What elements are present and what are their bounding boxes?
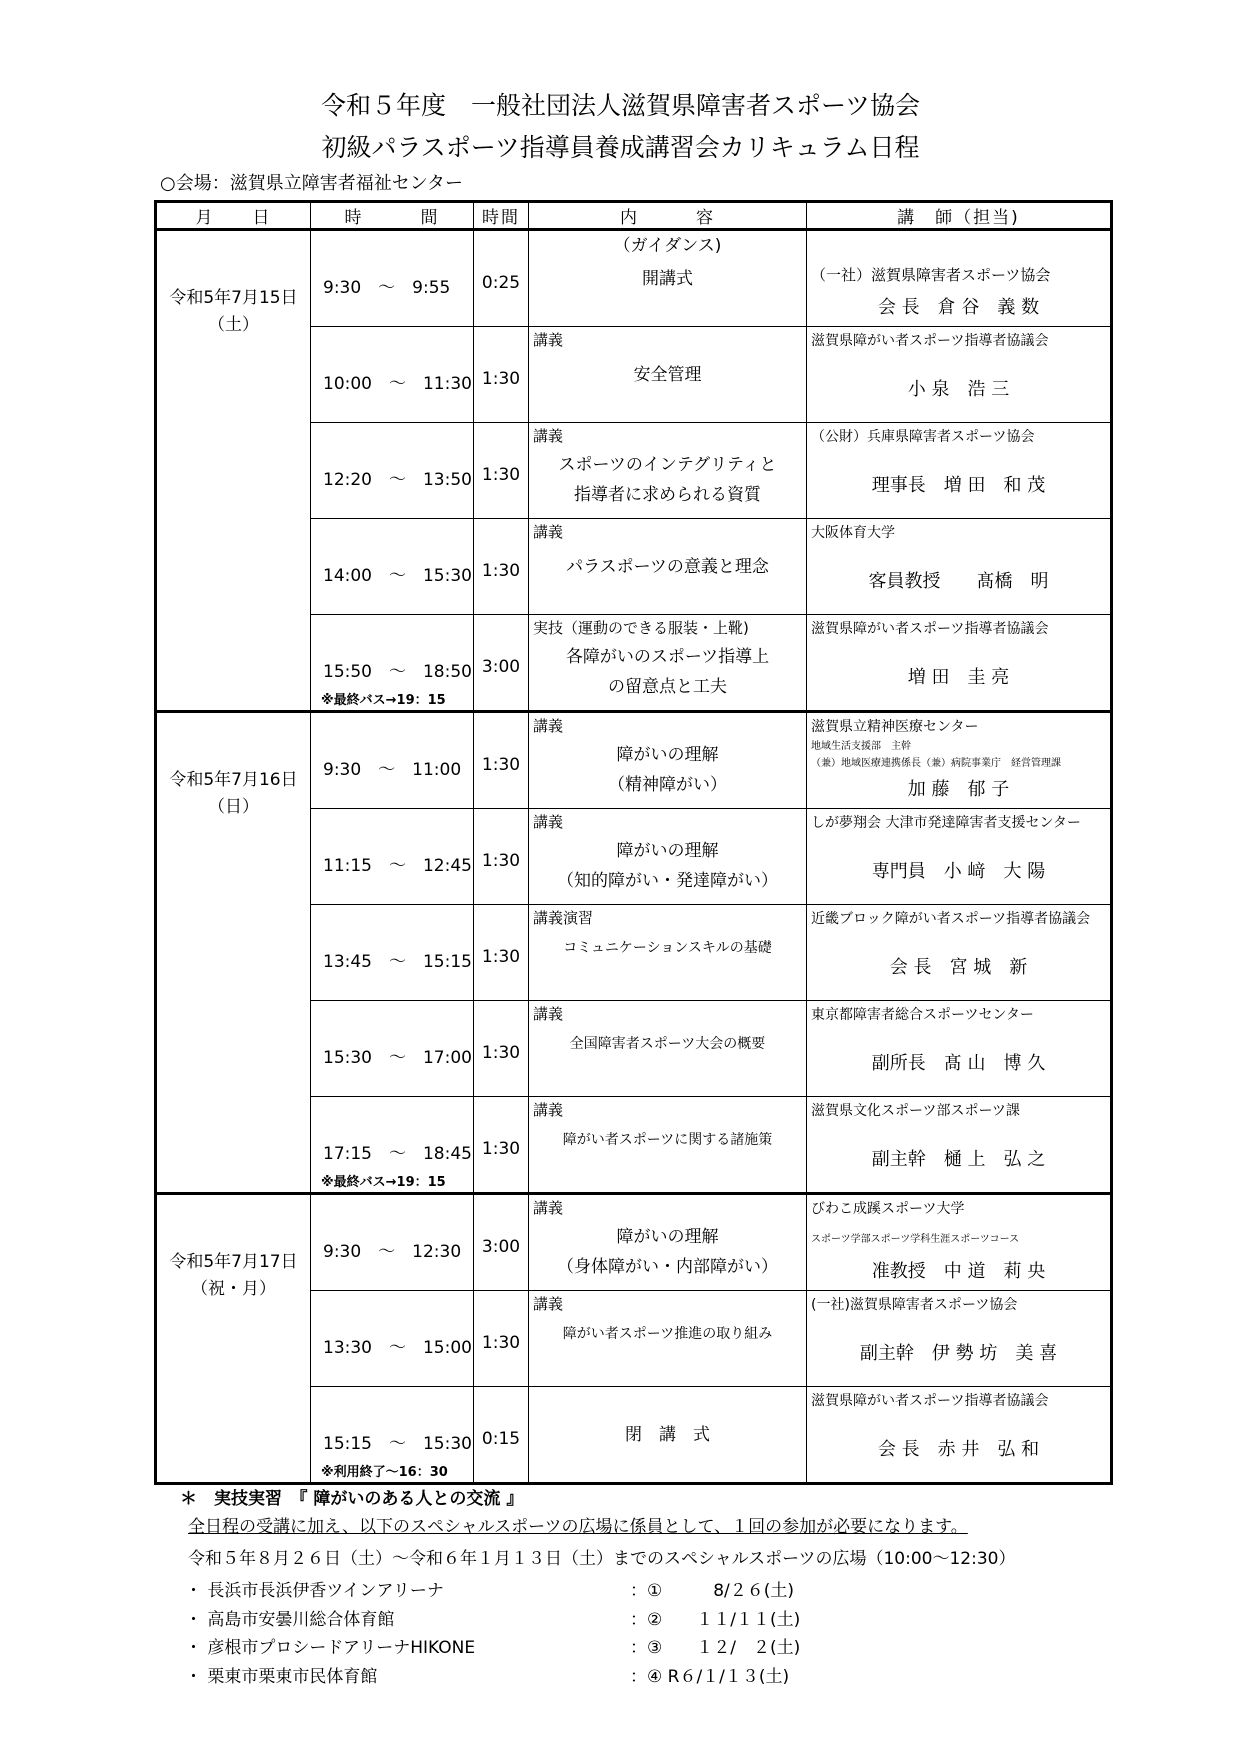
- duration-cell: [474, 1097, 529, 1194]
- content-cell: [529, 712, 807, 809]
- time-range: 13:45 ～ 15:15: [323, 952, 472, 972]
- duration-value: 1:30: [481, 1043, 521, 1063]
- session-type: 講義: [533, 1295, 564, 1313]
- venue-item: ・ 彦根市プロシードアリーナHIKONE: [185, 1638, 476, 1658]
- lecturer-cell: [807, 230, 1112, 327]
- time-note: ※利用終了～16：30: [321, 1465, 448, 1480]
- content-cell: [529, 519, 807, 615]
- time-cell: [311, 905, 474, 1001]
- session-title-line2: （知的障がい・発達障がい）: [557, 871, 778, 891]
- lecturer-name: 会 長 宮 城 新: [889, 957, 1028, 978]
- session-title: 閉 講 式: [625, 1425, 710, 1445]
- time-cell: [311, 519, 474, 615]
- time-range: 15:30 ～ 17:00: [323, 1048, 472, 1068]
- duration-cell: [474, 905, 529, 1001]
- lecturer-org: （一社）滋賀県障害者スポーツ協会: [811, 266, 1051, 284]
- duration-value: 1:30: [481, 1333, 521, 1353]
- duration-cell: [474, 1194, 529, 1291]
- header-time: 時 間: [311, 202, 474, 230]
- table-row: [156, 230, 1112, 327]
- date-cell: [156, 230, 311, 712]
- lecturer-org: （公財）兵庫県障害者スポーツ協会: [811, 429, 1035, 445]
- session-title-line2: の留意点と工夫: [608, 677, 727, 697]
- weekday-text: （日）: [208, 797, 259, 817]
- session-title: 全国障害者スポーツ大会の概要: [569, 1036, 766, 1052]
- duration-value: 3:00: [481, 657, 521, 677]
- session-title: 障がい者スポーツ推進の取り組み: [562, 1326, 773, 1342]
- session-type: 講義: [533, 523, 564, 541]
- lecturer-name: 増 田 圭 亮: [907, 667, 1010, 688]
- content-cell: [529, 1291, 807, 1387]
- lecturer-name: 理事長 増 田 和 茂: [871, 475, 1046, 496]
- lecturer-org: 東京都障害者総合スポーツセンター: [811, 1007, 1034, 1023]
- venue-item: ・ 栗東市栗東市民体育館: [185, 1667, 378, 1687]
- session-type: 講義: [533, 1199, 564, 1217]
- venue-label: ○会場：滋賀県立障害者福祉センター: [160, 173, 463, 194]
- duration-value: 1:30: [481, 1139, 521, 1159]
- lecturer-cell: [807, 1291, 1112, 1387]
- session-type: 講義: [533, 813, 564, 831]
- session-type: 講義: [533, 331, 564, 349]
- lecturer-cell: [807, 327, 1112, 423]
- duration-value: 1:30: [481, 465, 521, 485]
- session-title-top: （ガイダンス): [613, 236, 722, 256]
- time-cell: [311, 1291, 474, 1387]
- time-range: 17:15 ～ 18:45: [323, 1144, 472, 1164]
- lecturer-org: 滋賀県障がい者スポーツ指導者協議会: [811, 1393, 1049, 1409]
- lecturer-cell: [807, 615, 1112, 712]
- date-text: 令和5年7月17日: [169, 1252, 298, 1272]
- lecturer-name: 加 藤 郁 子: [907, 779, 1010, 800]
- session-title: コミュニケーションスキルの基礎: [563, 940, 772, 956]
- lecturer-name: 副主幹 樋 上 弘 之: [871, 1149, 1046, 1170]
- duration-value: 0:25: [481, 273, 521, 293]
- session-type: 講義: [533, 1101, 564, 1119]
- header-lecturer: 講 師（担当): [807, 202, 1112, 230]
- content-cell: [529, 1387, 807, 1484]
- lecturer-org: 滋賀県障がい者スポーツ指導者協議会: [811, 621, 1049, 637]
- lecturer-name: 会 長 倉 谷 義 数: [877, 297, 1040, 318]
- time-cell: [311, 230, 474, 327]
- lecturer-name: 副主幹 伊 勢 坊 美 喜: [859, 1343, 1058, 1364]
- header-date: 月 日: [156, 202, 311, 230]
- duration-value: 3:00: [481, 1237, 521, 1257]
- session-title: スポーツのインテグリティと: [558, 455, 777, 475]
- duration-cell: [474, 1291, 529, 1387]
- duration-value: 1:30: [481, 851, 521, 871]
- time-cell: [311, 1387, 474, 1484]
- lecturer-org: 大阪体育大学: [811, 525, 895, 541]
- lecturer-cell: [807, 423, 1112, 519]
- session-title: 障がいの理解: [616, 745, 719, 765]
- session-type: 実技（運動のできる服装・上靴): [533, 619, 749, 637]
- time-range: 15:50 ～ 18:50: [323, 662, 472, 682]
- date-text: 令和5年7月16日: [169, 770, 298, 790]
- time-range: 12:20 ～ 13:50: [323, 470, 472, 490]
- session-title-line2: （身体障がい・内部障がい）: [557, 1257, 778, 1277]
- session-title-line2: （精神障がい）: [608, 775, 727, 795]
- session-type: 講義: [533, 427, 564, 445]
- lecturer-org: 滋賀県文化スポーツ部スポーツ課: [811, 1103, 1020, 1119]
- time-cell: [311, 1097, 474, 1194]
- lecturer-cell: [807, 809, 1112, 905]
- lecturer-org: しが夢翔会 大津市発達障害者支援センター: [811, 815, 1081, 831]
- time-range: 15:15 ～ 15:30: [323, 1434, 472, 1454]
- lecturer-subtitle: 地域生活支援部 主幹: [811, 741, 911, 752]
- time-range: 9:30 ～ 11:00: [323, 760, 462, 780]
- duration-cell: [474, 327, 529, 423]
- content-cell: [529, 1097, 807, 1194]
- date-cell: [156, 1194, 311, 1484]
- page-title-line1: 令和５年度 一般社団法人滋賀県障害者スポーツ協会: [320, 91, 920, 120]
- content-cell: [529, 809, 807, 905]
- duration-cell: [474, 519, 529, 615]
- venue-date: ：② １１/１１(土): [630, 1610, 801, 1630]
- header-content: 内 容: [529, 202, 807, 230]
- date-cell: [156, 712, 311, 1194]
- time-range: 9:30 ～ 12:30: [323, 1242, 462, 1262]
- period-text: 令和５年８月２６日（土）～令和６年１月１３日（土）までのスペシャルスポーツの広場（10:00～12:30）: [188, 1549, 1016, 1569]
- lecturer-org: 近畿ブロック障がい者スポーツ指導者協議会: [811, 911, 1091, 927]
- lecturer-name: 客員教授 髙橋 明: [868, 571, 1049, 592]
- session-title: パラスポーツの意義と理念: [566, 557, 769, 577]
- lecturer-org: (一社)滋賀県障害者スポーツ協会: [811, 1297, 1018, 1313]
- venue-date: ：③ １２/ ２(土): [630, 1638, 801, 1658]
- duration-value: 1:30: [481, 755, 521, 775]
- time-note: ※最終バス→19：15: [321, 693, 446, 708]
- time-cell: [311, 1194, 474, 1291]
- requirement-text: 全日程の受講に加え、以下のスペシャルスポーツの広場に係員として、１回の参加が必要になります。: [188, 1517, 968, 1537]
- duration-cell: [474, 230, 529, 327]
- time-range: 9:30 ～ 9:55: [323, 278, 451, 298]
- time-cell: [311, 615, 474, 712]
- lecturer-cell: [807, 519, 1112, 615]
- content-cell: [529, 1194, 807, 1291]
- practical-training-heading: ＊ 実技実習 『 障がいのある人との交流 』: [180, 1489, 524, 1509]
- lecturer-cell: [807, 1387, 1112, 1484]
- venue-item: ・ 長浜市長浜伊香ツインアリーナ: [185, 1581, 444, 1601]
- time-cell: [311, 809, 474, 905]
- session-title-line2: 指導者に求められる資質: [574, 485, 761, 505]
- duration-cell: [474, 712, 529, 809]
- lecturer-cell: [807, 905, 1112, 1001]
- lecturer-org: びわこ成蹊スポーツ大学: [811, 1201, 965, 1217]
- time-cell: [311, 1001, 474, 1097]
- time-range: 14:00 ～ 15:30: [323, 566, 472, 586]
- weekday-text: （土）: [208, 315, 259, 335]
- session-title: 障がいの理解: [616, 841, 719, 861]
- session-title: 各障がいのスポーツ指導上: [565, 647, 770, 667]
- lecturer-subtitle: スポーツ学部スポーツ学科生涯スポーツコース: [811, 1234, 1020, 1245]
- date-text: 令和5年7月15日: [169, 288, 298, 308]
- time-cell: [311, 423, 474, 519]
- header-row: [156, 202, 1112, 230]
- session-title: 障がいの理解: [616, 1227, 719, 1247]
- duration-value: 1:30: [481, 561, 521, 581]
- duration-cell: [474, 615, 529, 712]
- schedule-table: [154, 200, 1113, 1485]
- lecturer-cell: [807, 712, 1112, 809]
- page-title-line2: 初級パラスポーツ指導員養成講習会カリキュラム日程: [321, 133, 920, 162]
- duration-cell: [474, 423, 529, 519]
- session-title: 開講式: [642, 269, 693, 289]
- time-range: 13:30 ～ 15:00: [323, 1338, 472, 1358]
- lecturer-cell: [807, 1001, 1112, 1097]
- time-range: 11:15 ～ 12:45: [323, 856, 472, 876]
- lecturer-org: 滋賀県障がい者スポーツ指導者協議会: [811, 333, 1049, 349]
- content-cell: [529, 905, 807, 1001]
- content-cell: [529, 423, 807, 519]
- session-type: 講義演習: [533, 909, 594, 927]
- duration-value: 1:30: [481, 369, 521, 389]
- lecturer-org: 滋賀県立精神医療センター: [811, 719, 979, 735]
- content-cell: [529, 327, 807, 423]
- lecturer-subtitle: （兼）地域医療連携係長（兼）病院事業庁 経営管理課: [811, 758, 1061, 769]
- lecturer-name: 会 長 赤 井 弘 和: [877, 1439, 1040, 1460]
- venue-item: ・ 高島市安曇川総合体育館: [185, 1610, 395, 1630]
- lecturer-name: 小 泉 浩 三: [907, 379, 1010, 400]
- lecturer-name: 専門員 小 﨑 大 陽: [871, 861, 1046, 882]
- lecturer-cell: [807, 1097, 1112, 1194]
- time-cell: [311, 712, 474, 809]
- session-type: 講義: [533, 717, 564, 735]
- content-cell: [529, 230, 807, 327]
- table-row: [156, 712, 1112, 809]
- header-duration: 時間: [474, 202, 529, 230]
- session-title: 障がい者スポーツに関する諸施策: [562, 1132, 773, 1148]
- time-range: 10:00 ～ 11:30: [323, 374, 472, 394]
- venue-date: ：① 8/２６(土): [630, 1581, 795, 1601]
- time-note: ※最終バス→19：15: [321, 1175, 446, 1190]
- duration-cell: [474, 1387, 529, 1484]
- content-cell: [529, 1001, 807, 1097]
- lecturer-name: 副所長 髙 山 博 久: [871, 1053, 1046, 1074]
- table-row: [156, 1194, 1112, 1291]
- duration-value: 1:30: [481, 947, 521, 967]
- session-title: 安全管理: [633, 365, 702, 385]
- time-cell: [311, 327, 474, 423]
- venue-date: ：④ R６/１/１３(土): [630, 1667, 790, 1687]
- weekday-text: （祝・月）: [191, 1279, 276, 1299]
- session-type: 講義: [533, 1005, 564, 1023]
- lecturer-name: 准教授 中 道 莉 央: [871, 1261, 1046, 1282]
- content-cell: [529, 615, 807, 712]
- duration-value: 0:15: [481, 1429, 521, 1449]
- duration-cell: [474, 1001, 529, 1097]
- duration-cell: [474, 809, 529, 905]
- lecturer-cell: [807, 1194, 1112, 1291]
